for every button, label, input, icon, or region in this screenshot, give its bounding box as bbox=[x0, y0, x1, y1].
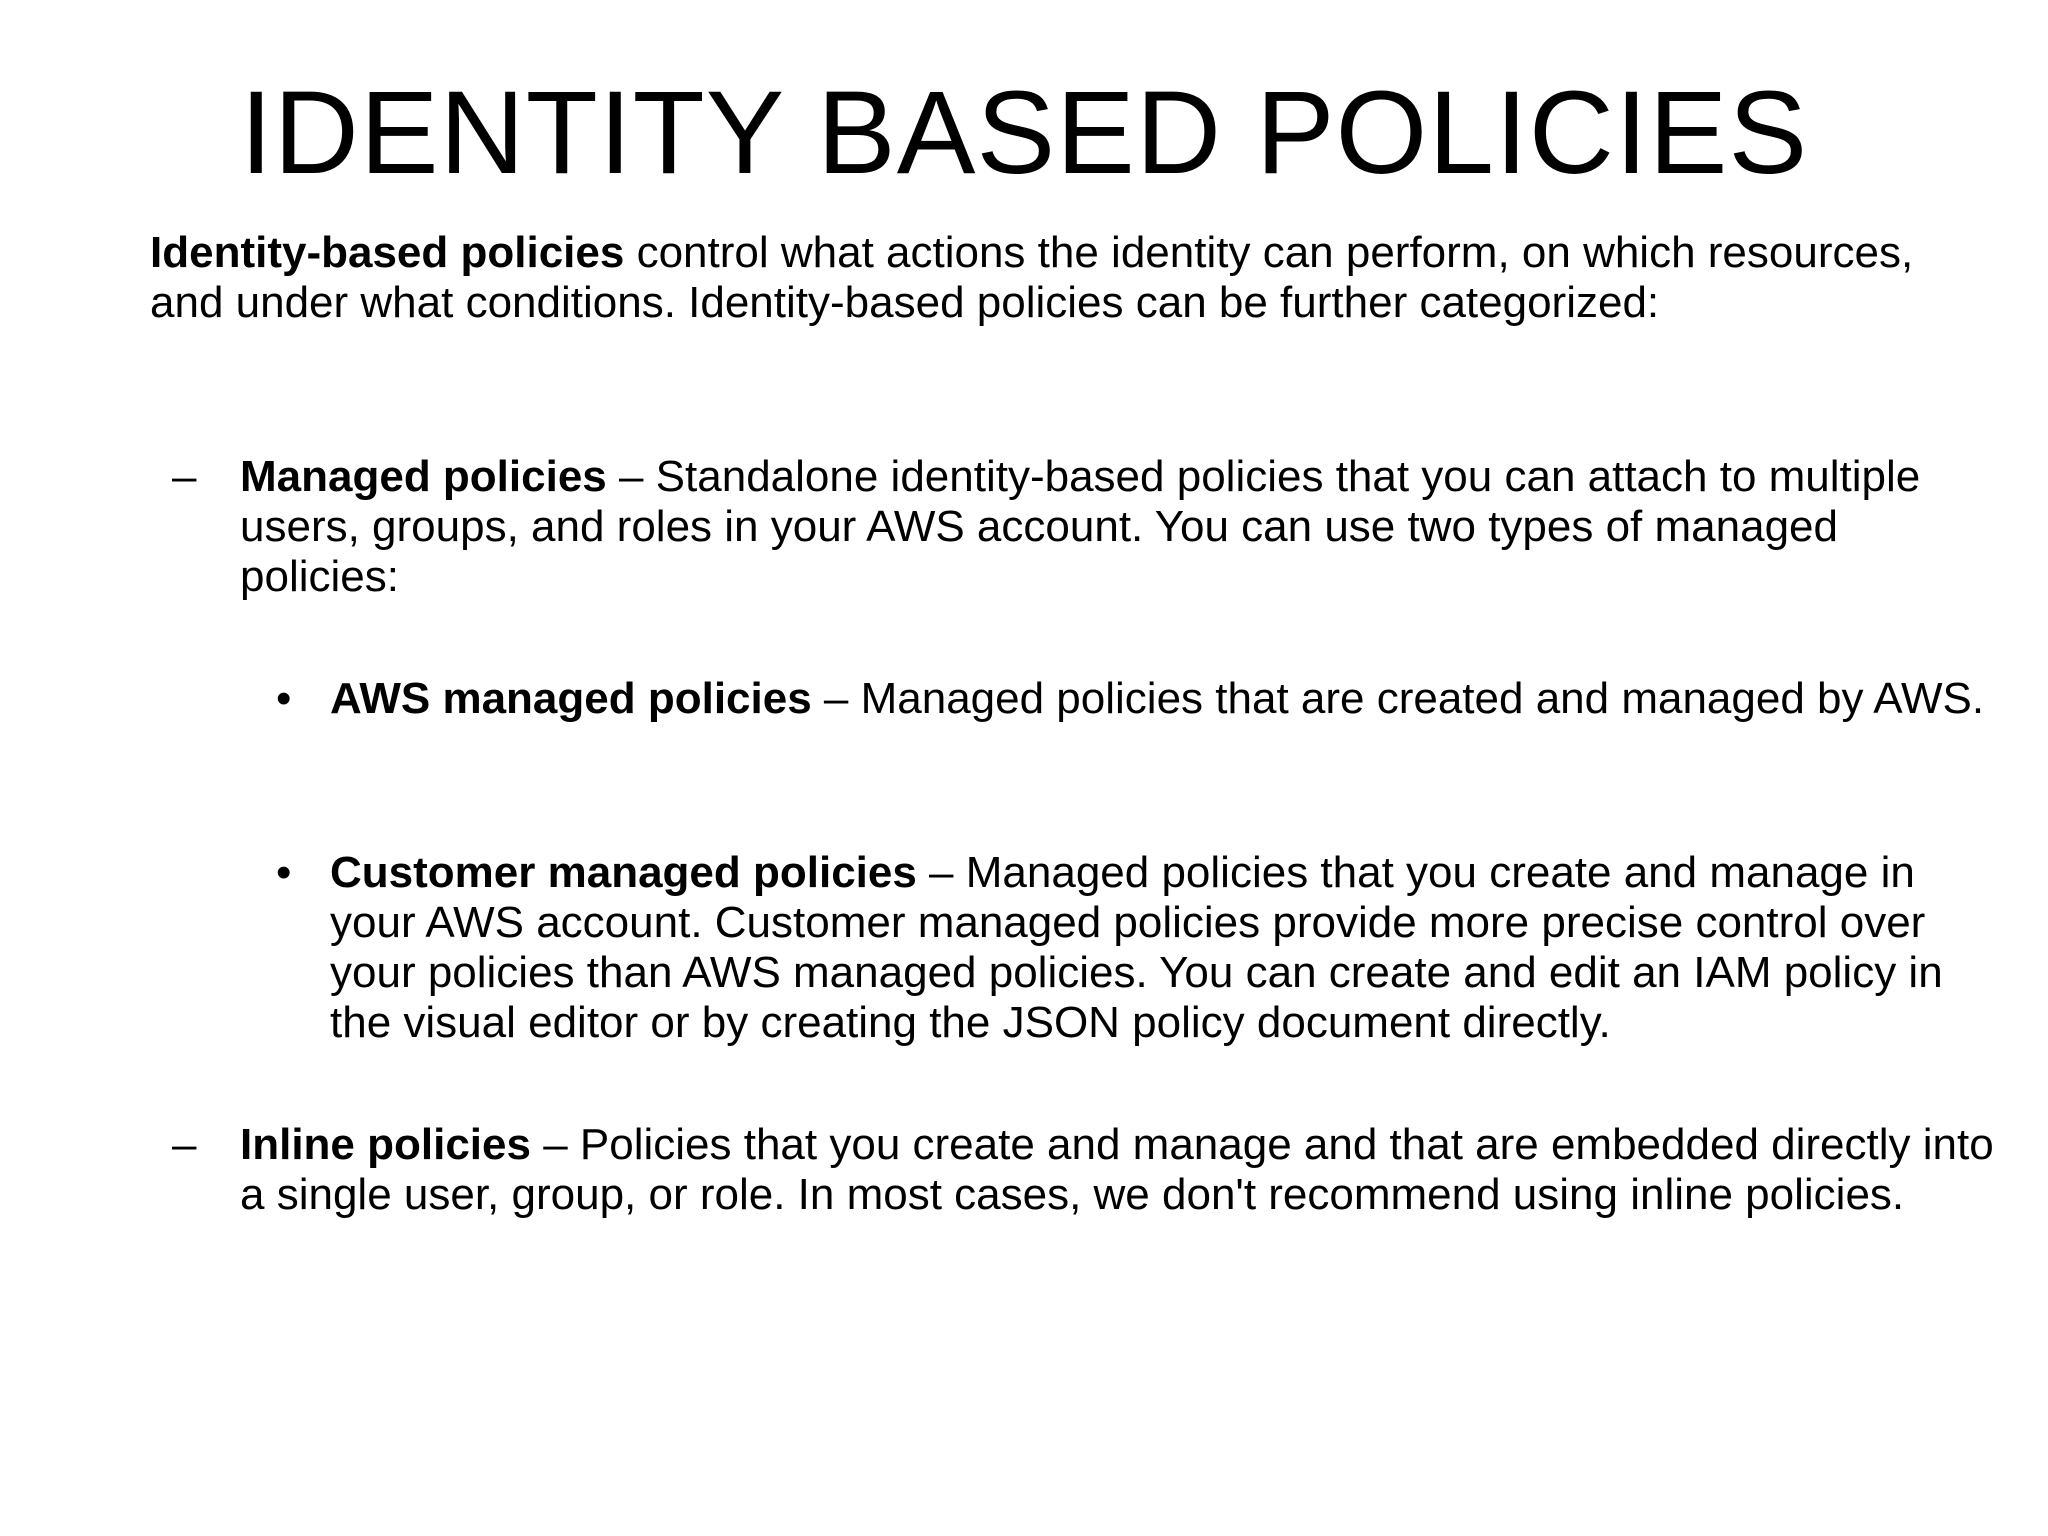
aws-managed-term: AWS managed policies bbox=[330, 674, 812, 723]
managed-text: – Standalone identity-based policies that you can attach to multiple users, groups, and roles in your AWS account. You can use two types of managed policies: bbox=[240, 452, 1921, 601]
aws-managed-bullet: • bbox=[276, 674, 292, 723]
customer-managed-term: Customer managed policies bbox=[330, 848, 917, 897]
inline-policies-item bbox=[240, 1120, 2000, 1220]
managed-policies-item bbox=[240, 452, 2000, 602]
customer-managed-bullet: • bbox=[276, 848, 292, 897]
intro-text: control what actions the identity can perform, on which resources, and under what conditions. Identity-based policies can be further categorized: bbox=[150, 228, 1914, 327]
inline-term: Inline policies bbox=[240, 1120, 531, 1169]
customer-managed-policies-item bbox=[330, 848, 2010, 1048]
managed-dash-marker: – bbox=[172, 452, 197, 501]
inline-dash-marker: – bbox=[172, 1120, 197, 1169]
aws-managed-text: – Managed policies that are created and managed by AWS. bbox=[811, 674, 1985, 723]
customer-managed-text: – Managed policies that you create and manage in your AWS account. Customer managed policies provide more precise control over your policies than AWS managed policies. You can create and edit an IAM policy in the visual editor or by creating the JSON policy document directly. bbox=[330, 848, 1943, 1047]
aws-managed-policies-item bbox=[330, 674, 2010, 724]
intro-paragraph bbox=[150, 228, 1940, 328]
inline-text: – Policies that you create and manage and that are embedded directly into a single user, group, or role. In most cases, we don't recommend using inline policies. bbox=[240, 1120, 1994, 1219]
managed-term: Managed policies bbox=[240, 452, 607, 501]
slide-title: IDENTITY BASED POLICIES bbox=[239, 67, 1809, 199]
intro-term: Identity-based policies bbox=[150, 228, 625, 277]
